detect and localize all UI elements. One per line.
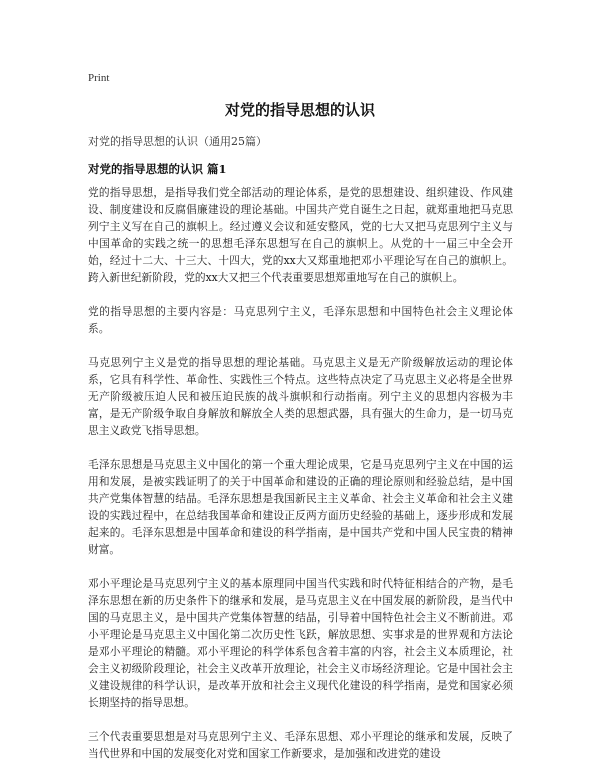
page-title: 对党的指导思想的认识	[224, 101, 375, 119]
paragraph-5: 邓小平理论是马克思列宁主义的基本原理同中国当代实践和时代特征相结合的产物，是毛泽东思想在新的历史条件下的继承和发展，是马克思主义在中国发展的新阶段，是当代中国的马克思主义，是中国共产党集体智慧的结晶，引导着中国特色社会主义不断前进。邓小平理论是马克思主义中国化第二次历史性飞跃，解放思想、实事求是的世界观和方法论是邓小平理论的精髓。邓小平理论的科学体系包含着丰富的内容，社会主义本质理论，社会主义初级阶段理论，社会主义改革开放理论，社会主义市场经济理论。它是中国社会主义建设规律的科学认识，是改革开放和社会主义现代化建设的科学指南，是党和国家必须长期坚持的指导思想。	[88, 577, 513, 709]
print-link[interactable]: Print	[88, 72, 110, 84]
article-body	[88, 184, 513, 779]
paragraph-3: 马克思列宁主义是党的指导思想的理论基础。马克思主义是无产阶级解放运动的理论体系，它具有科学性、革命性、实践性三个特点。这些特点决定了马克思主义必将是全世界无产阶级被压迫人民和被压迫民族的战斗旗帜和行动指南。列宁主义的思想内容极为丰富，是无产阶级争取自身解放和解放全人类的思想武器，具有强大的生命力，是一切马克思主义政党飞指导思想。	[88, 356, 513, 437]
section-heading: 对党的指导思想的认识 篇1	[88, 162, 227, 176]
paragraph-6: 三个代表重要思想是对马克思列宁主义、毛泽东思想、邓小平理论的继承和发展，反映了当代世界和中国的发展变化对党和国家工作新要求，是加强和改进党的建设	[88, 730, 513, 760]
paragraph-2: 党的指导思想的主要内容是：马克思列宁主义，毛泽东思想和中国特色社会主义理论体系。	[88, 305, 513, 335]
document-subtitle: 对党的指导思想的认识（通用25篇）	[88, 135, 267, 148]
paragraph-1: 党的指导思想，是指导我们党全部活动的理论体系，是党的思想建设、组织建设、作风建设、制度建设和反腐倡廉建设的理论基础。中国共产党自诞生之日起，就郑重地把马克思列宁主义写在自己的旗帜上。经过遵义会议和延安整风，党的七大又把马克思列宁主义与中国革命的实践之统一的思想毛泽东思想写在自己的旗帜上。从党的十一届三中全会开始，经过十二大、十三大、十四大，党的xx大又郑重地把邓小平理论写在自己的旗帜上。跨入新世纪新阶段，党的xx大又把三个代表重要思想郑重地写在自己的旗帜上。	[88, 186, 513, 284]
paragraph-4: 毛泽东思想是马克思主义中国化的第一个重大理论成果，它是马克思列宁主义在中国的运用和发展，是被实践证明了的关于中国革命和建设的正确的理论原则和经验总结，是中国共产党集体智慧的结晶。毛泽东思想是我国新民主主义革命、社会主义革命和社会主义建设的实践过程中，在总结我国革命和建设正反两方面历史经验的基础上，逐步形成和发展起来的。毛泽东思想是中国革命和建设的科学指南，是中国共产党和中国人民宝贵的精神财富。	[88, 458, 513, 556]
